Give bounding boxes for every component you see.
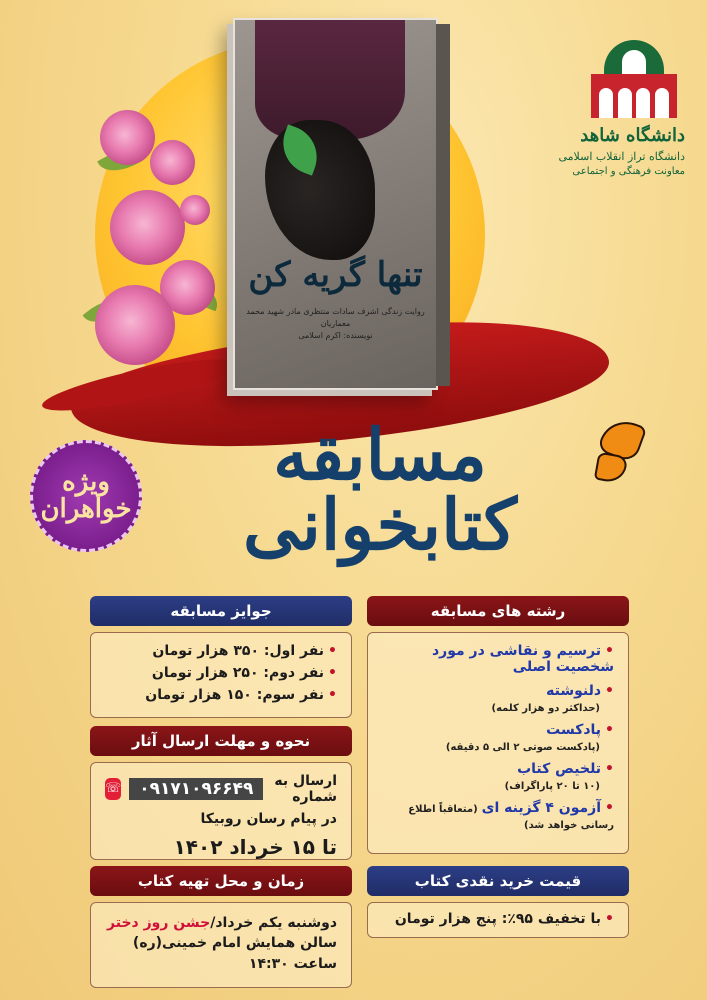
submission-deadline: تا ۱۵ خرداد ۱۴۰۲	[173, 835, 337, 859]
place-panel	[90, 866, 352, 988]
phone-row	[105, 773, 337, 805]
list-item: •آزمون ۴ گزینه ای(متعاقباً اطلاع رسانی خواهد شد)	[408, 800, 614, 831]
phone-number[interactable]: ۰۹۱۷۱۰۹۶۶۴۹	[129, 778, 263, 800]
phone-icon: ☏	[105, 778, 121, 800]
book-title: تنها گریه کن	[248, 255, 423, 295]
prize-item: •نفر اول: ۳۵۰ هزار تومان	[152, 643, 337, 659]
price-panel	[367, 866, 629, 938]
list-item: •دلنوشته	[546, 683, 614, 699]
place-line1: دوشنبه یکم خرداد/جشن روز دختر	[107, 915, 337, 931]
university-name	[545, 125, 685, 177]
book-spine	[436, 24, 450, 386]
page-title: مسابقه کتابخوانی	[243, 413, 517, 566]
list-item-note: (حداکثر دو هزار کلمه)	[491, 703, 600, 714]
book-foot-art	[265, 120, 375, 260]
university-name-line3: معاونت فرهنگی و اجتماعی	[572, 166, 685, 177]
list-item: •پادکست	[546, 722, 614, 738]
list-item: •تلخیص کتاب	[517, 761, 614, 777]
prize-item: •نفر دوم: ۲۵۰ هزار تومان	[151, 665, 337, 681]
competition-fields-header: رشته های مسابقه	[367, 596, 629, 626]
list-item: •ترسیم و نقاشی در مورد شخصیت اصلی	[431, 643, 614, 675]
butterfly-icon	[592, 420, 652, 490]
submission-body	[90, 762, 352, 860]
place-body	[90, 902, 352, 988]
book-subtitle: روایت زندگی اشرف سادات منتظری مادر شهید محمد معماریان نویسنده: اکرم اسلامی	[246, 307, 425, 340]
list-item-note: (۱۰ تا ۲۰ پاراگراف)	[504, 781, 600, 792]
place-header: زمان و محل تهیه کتاب	[90, 866, 352, 896]
audience-badge: ویژه خواهران	[30, 440, 142, 552]
prizes-header: جوایز مسابقه	[90, 596, 352, 626]
place-line3: ساعت ۱۴:۳۰	[248, 955, 337, 972]
list-item-note: (پادکست صوتی ۲ الی ۵ دقیقه)	[445, 742, 600, 753]
submission-panel	[90, 726, 352, 860]
place-line2: سالن همایش امام خمینی(ره)	[132, 935, 337, 952]
prize-item: •نفر سوم: ۱۵۰ هزار تومان	[145, 687, 337, 703]
university-name-line2: دانشگاه تراز انقلاب اسلامی	[558, 150, 685, 163]
competition-fields-panel	[367, 596, 629, 854]
university-logo-icon	[591, 40, 677, 122]
competition-fields-list	[367, 632, 629, 854]
price-header: قیمت خرید نقدی کتاب	[367, 866, 629, 896]
price-text: •با تخفیف ۹۵٪: پنج هزار تومان	[367, 902, 629, 938]
prizes-list	[90, 632, 352, 718]
university-name-line1: دانشگاه شاهد	[580, 125, 685, 146]
prizes-panel	[90, 596, 352, 718]
submission-header: نحوه و مهلت ارسال آثار	[90, 726, 352, 756]
submission-line1: ارسال به شماره	[274, 773, 337, 805]
book-cover	[233, 18, 438, 390]
submission-line2: در پیام رسان روبیکا	[200, 811, 337, 827]
